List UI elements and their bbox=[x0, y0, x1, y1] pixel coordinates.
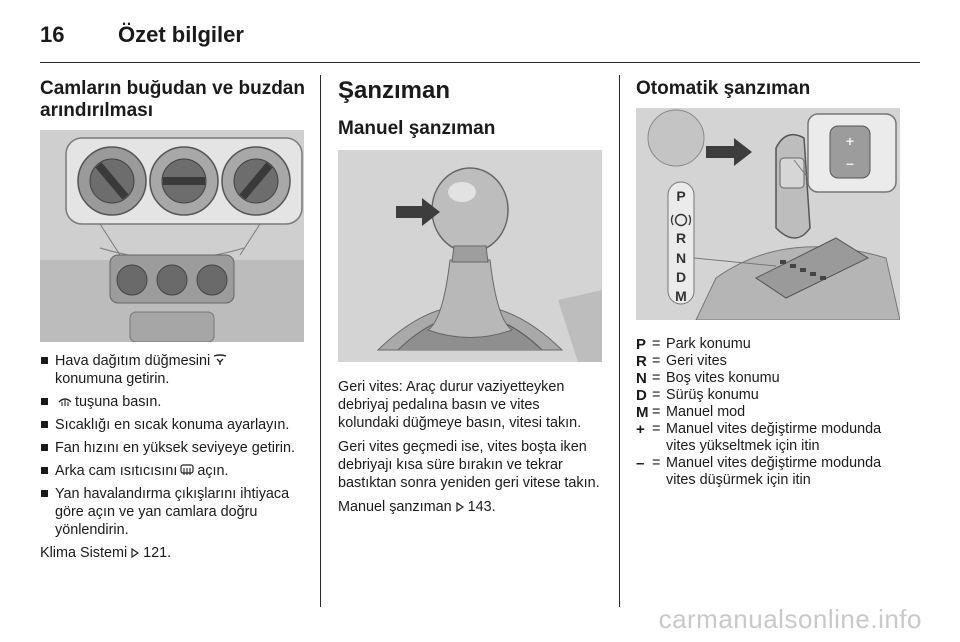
list-item: Arka cam ısıtıcısını açın. bbox=[40, 462, 305, 480]
column-divider-1 bbox=[320, 75, 321, 607]
reference-climate: Klima Sistemi 121. bbox=[40, 545, 172, 561]
defrost-section bbox=[40, 78, 305, 562]
legend-row: N = Boş vites konumu bbox=[636, 370, 780, 387]
gear-label-m: M bbox=[675, 288, 687, 304]
legend-row: – = Manuel vites değiştirme modunda vites düşürmek için itin bbox=[636, 455, 882, 488]
legend-row: D = Sürüş konumu bbox=[636, 387, 759, 404]
header-rule bbox=[40, 62, 920, 63]
reverse-gear-text: Geri vites: Araç durur vaziyetteyken debriyaj pedalına basın ve vites kolundaki düğmeye basın, vitesi takın. bbox=[338, 379, 582, 431]
automatic-gear-selector-figure bbox=[636, 108, 900, 320]
page-title: Özet bilgiler bbox=[118, 22, 244, 47]
legend-row: M = Manuel mod bbox=[636, 404, 746, 421]
manual-transmission-heading: Manuel şanzıman bbox=[338, 118, 496, 139]
automatic-transmission-section bbox=[636, 78, 906, 489]
defrost-icon bbox=[58, 395, 72, 407]
list-item: Sıcaklığı en sıcak konuma ayarlayın. bbox=[40, 416, 305, 434]
watermark: carmanualsonline.info bbox=[658, 604, 922, 634]
list-item: Yan havalandırma çıkışlarını ihtiyaca göre açın ve yan camlara doğru yönlendirin. bbox=[40, 485, 305, 539]
zoom-knobs bbox=[78, 147, 290, 215]
manual-gear-lever-figure bbox=[338, 150, 602, 362]
plus-mark: + bbox=[845, 133, 855, 149]
list-item: Fan hızını en yüksek seviyeye getirin. bbox=[40, 439, 305, 457]
list-item: Hava dağıtım düğmesini konumuna getirin. bbox=[40, 352, 305, 388]
reference-manual-transmission: Manuel şanzıman 143. bbox=[338, 499, 496, 515]
transmission-heading: Şanzıman bbox=[338, 77, 451, 104]
column-divider-2 bbox=[619, 75, 620, 607]
transmission-section bbox=[338, 78, 603, 516]
gear-label-r: R bbox=[675, 230, 687, 246]
page-reference-arrow-icon bbox=[130, 548, 140, 558]
gear-label-n: N bbox=[675, 250, 687, 266]
list-item: tuşuna basın. bbox=[40, 393, 305, 411]
defrost-heading: Camların buğudan ve buzdan arındırılması bbox=[40, 78, 305, 121]
automatic-transmission-heading: Otomatik şanzıman bbox=[636, 78, 811, 99]
legend-row: + = Manuel vites değiştirme modunda vites yükseltmek için itin bbox=[636, 421, 882, 454]
reverse-gear-retry-text: Geri vites geçmedi ise, vites boşta iken debriyajı kısa süre bırakın ve tekrar bastıktan sonra yeniden geri vitese takın. bbox=[338, 439, 600, 491]
rear-window-heater-icon bbox=[180, 464, 194, 476]
gear-label-p: P bbox=[676, 188, 686, 204]
defrost-steps bbox=[40, 352, 305, 539]
page-header bbox=[40, 22, 920, 52]
gear-legend bbox=[636, 336, 906, 489]
climate-controls-figure bbox=[40, 130, 304, 342]
windshield-airflow-icon bbox=[213, 354, 227, 366]
gear-label-d: D bbox=[675, 269, 687, 285]
legend-row: P = Park konumu bbox=[636, 336, 751, 353]
minus-mark: – bbox=[846, 155, 854, 171]
page-reference-arrow-icon bbox=[455, 502, 465, 512]
page-number: 16 bbox=[40, 22, 65, 47]
legend-row: R = Geri vites bbox=[636, 353, 727, 370]
